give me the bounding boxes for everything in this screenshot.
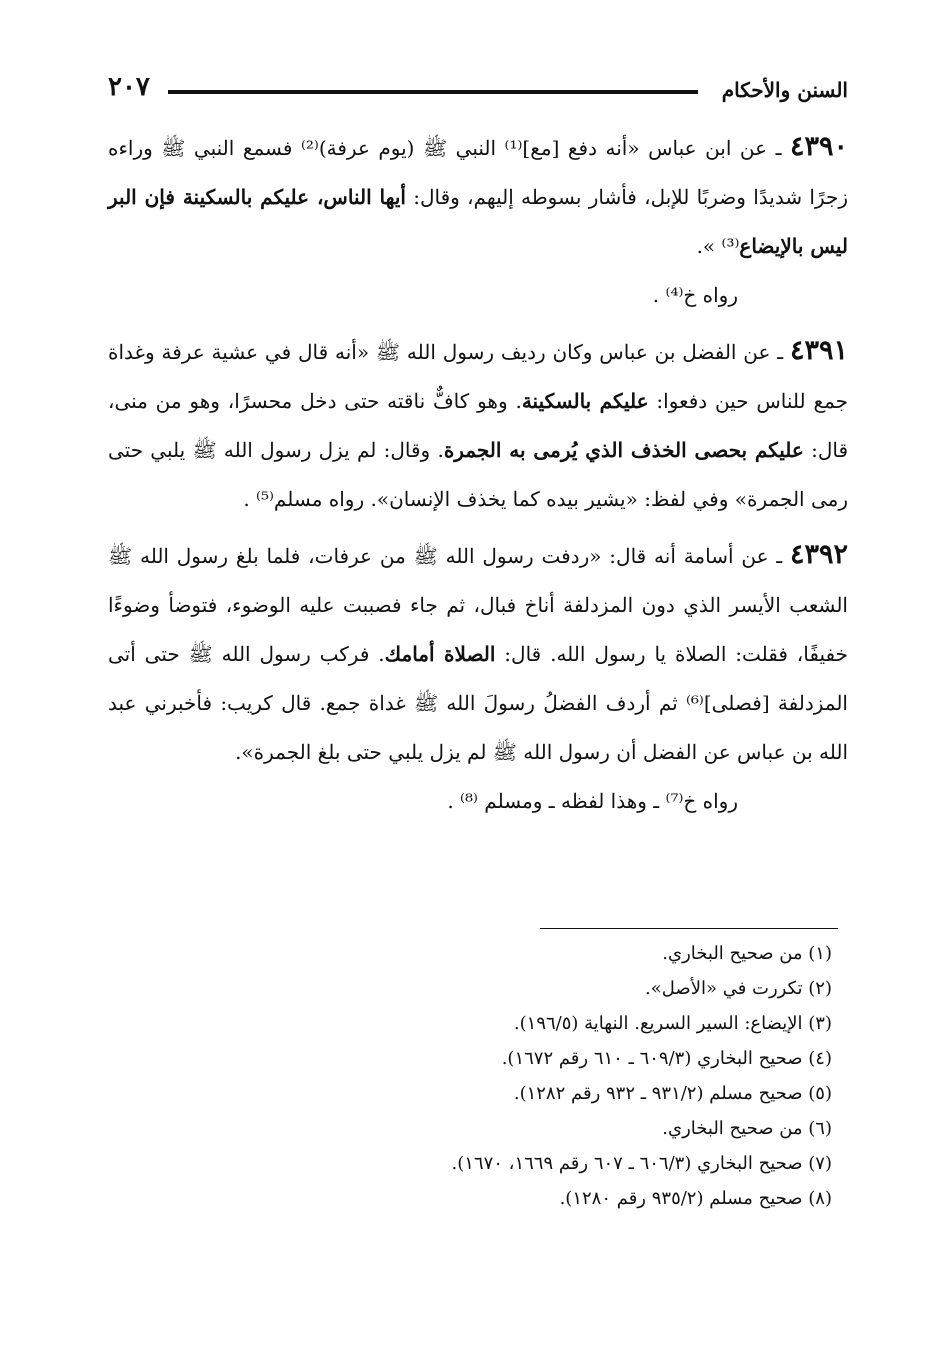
hadith-number: ٤٣٩٢ bbox=[789, 539, 848, 570]
footnote-ref: ⁽¹⁾ bbox=[504, 136, 523, 160]
hadith-text: ـ عن ابن عباس «أنه دفع [مع] bbox=[522, 136, 782, 160]
running-title: السنن والأحكام bbox=[721, 78, 848, 102]
prophet-saying: عليكم بحصى الخذف الذي يُرمى به الجمرة bbox=[443, 438, 804, 462]
page-body bbox=[108, 122, 848, 826]
riwaya-line: رواه خ⁽⁷⁾ ـ وهذا لفظه ـ ومسلم ⁽⁸⁾ . bbox=[447, 789, 738, 813]
hadith-text: ». bbox=[696, 234, 722, 258]
footnotes bbox=[108, 936, 832, 1216]
hadith-text: . وقال: لم يزل رسول الله ﷺ يلبي حتى رمى الجمرة» وفي لفظ: «يشير بيده كما يخذف الإنسان». رواه مسلم⁽⁵⁾ . bbox=[108, 438, 848, 511]
page-header bbox=[108, 72, 848, 112]
hadith-number: ٤٣٩٠ bbox=[789, 131, 848, 162]
prophet-saying: الصلاة أمامك bbox=[384, 642, 496, 666]
footnote-ref: ⁽³⁾ bbox=[721, 234, 740, 258]
hadith-text: النبي ﷺ (يوم عرفة) bbox=[318, 136, 505, 160]
hadith-text: ـ عن أسامة أنه قال: «ردفت رسول الله ﷺ من عرفات، فلما بلغ رسول الله ﷺ الشعب الأيسر الذي دون المزدلفة أناخ فبال، ثم جاء فصببت عليه الوضوء، فتوضأ وضوءًا خفيفًا، فقلت: الصلاة يا رسول الله. قال: bbox=[108, 544, 848, 666]
footnote-ref: ⁽²⁾ bbox=[300, 136, 319, 160]
riwaya-line: رواه خ⁽⁴⁾ . bbox=[652, 283, 738, 307]
footnote: (٣) الإيضاع: السير السريع. النهاية (١٩٦/٥). bbox=[513, 1013, 832, 1034]
hadith-4390 bbox=[108, 122, 848, 271]
footnote-separator bbox=[540, 928, 838, 929]
header-rule bbox=[168, 90, 698, 94]
hadith-4391 bbox=[108, 326, 848, 524]
hadith-text: . وهو كافٌّ ناقته حتى دخل محسرًا، وهو من منى، قال: bbox=[108, 389, 849, 462]
page-number: ٢٠٧ bbox=[108, 72, 150, 102]
footnote: (٨) صحيح مسلم (٩٣٥/٢ رقم ١٢٨٠). bbox=[559, 1188, 832, 1209]
hadith-text: فسمع النبي ﷺ وراءه زجرًا شديدًا وضربًا للإبل، فأشار بسوطه إليهم، وقال: bbox=[108, 136, 848, 209]
footnote: (٤) صحيح البخاري (٦٠٩/٣ ـ ٦١٠ رقم ١٦٧٢). bbox=[501, 1048, 832, 1069]
footnote: (١) من صحيح البخاري. bbox=[662, 943, 832, 964]
hadith-number: ٤٣٩١ bbox=[790, 335, 849, 366]
hadith-text: ـ عن الفضل بن عباس وكان رديف رسول الله ﷺ «أنه قال في عشية عرفة وغداة جمع للناس حين دفعوا: bbox=[108, 340, 849, 413]
footnote: (٧) صحيح البخاري (٦٠٦/٣ ـ ٦٠٧ رقم ١٦٦٩، ١٦٧٠). bbox=[451, 1153, 832, 1174]
footnote: (٦) من صحيح البخاري. bbox=[662, 1118, 832, 1139]
prophet-saying: أيها الناس، عليكم بالسكينة فإن البر ليس بالإيضاع bbox=[108, 185, 848, 258]
footnote: (٥) صحيح مسلم (٩٣١/٢ ـ ٩٣٢ رقم ١٢٨٢). bbox=[513, 1083, 832, 1104]
hadith-4392 bbox=[108, 530, 848, 777]
footnote: (٢) تكررت في «الأصل». bbox=[645, 978, 832, 999]
hadith-text: . فركب رسول الله ﷺ حتى أتى المزدلفة [فصلى]⁽⁶⁾ ثم أردف الفضلُ رسولَ الله ﷺ غداة جمع. قال كريب: فأخبرني عبد الله بن عباس عن الفضل أن رسول الله ﷺ لم يزل يلبي حتى بلغ الجمرة». bbox=[108, 642, 848, 764]
prophet-saying: عليكم بالسكينة bbox=[521, 389, 649, 413]
